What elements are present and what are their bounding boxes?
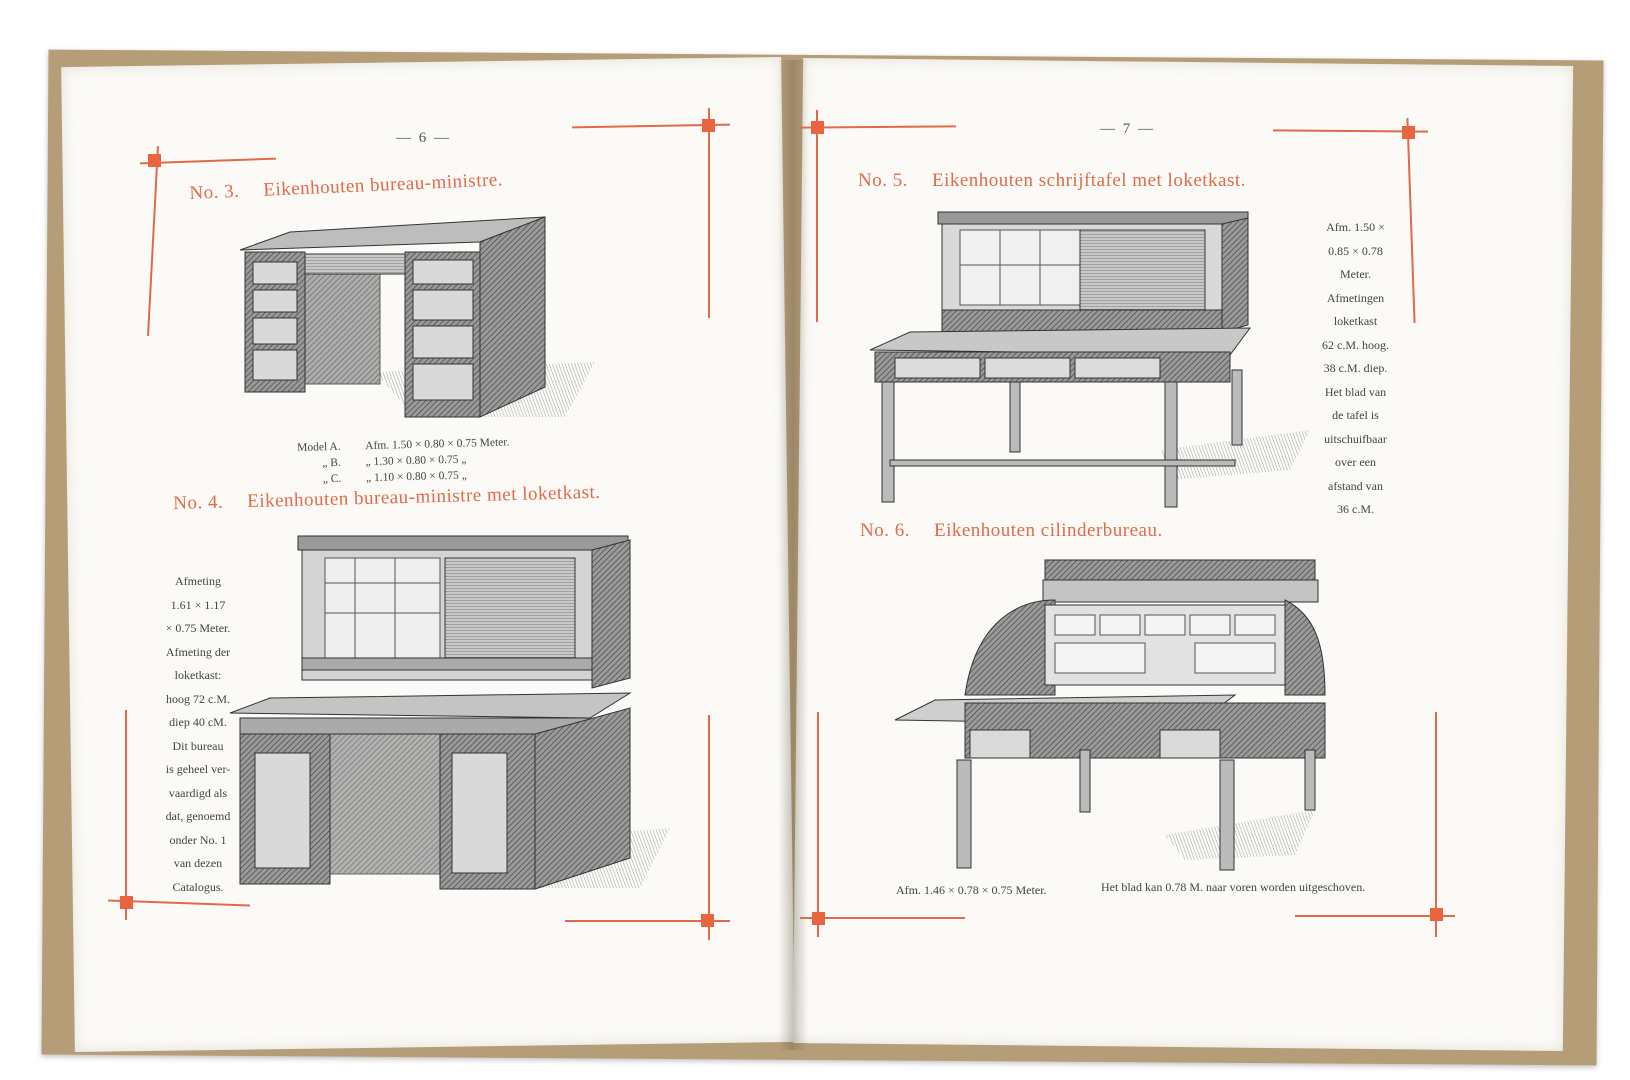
- description-line: is geheel ver-: [165, 762, 231, 776]
- item-4-number: No. 4.: [173, 491, 224, 514]
- dims-model: „ B.: [322, 456, 342, 470]
- item-6-heading: [860, 520, 1163, 542]
- description-line: 0.85 × 0.78: [1328, 243, 1383, 258]
- item-6-dimensions: Afm. 1.46 × 0.78 × 0.75 Meter.: [896, 883, 1047, 897]
- description-line: Afmeting: [175, 574, 221, 588]
- item-6-number: No. 6.: [860, 520, 910, 541]
- item-4-title: Eikenhouten bureau-ministre met loketkast.: [246, 481, 601, 513]
- corner-ornament-square: [120, 896, 133, 909]
- item-3-number: No. 3.: [189, 180, 240, 204]
- corner-ornament-square: [1430, 908, 1443, 921]
- corner-ornament-line: [817, 712, 819, 937]
- dims-size: Afm. 1.50 × 0.80 × 0.75 Meter.: [365, 436, 510, 453]
- item-3-dimensions: [297, 434, 510, 488]
- description-line: Catalogus.: [172, 879, 224, 894]
- page-number-right: — 7 —: [1100, 121, 1155, 137]
- description-line: 1.61 × 1.17: [170, 597, 226, 612]
- description-line: loketkast:: [174, 668, 222, 682]
- corner-ornament-square: [812, 912, 825, 925]
- dims-size: „ 1.30 × 0.80 × 0.75 „: [365, 453, 467, 469]
- description-line: Afmetingen: [1326, 290, 1385, 305]
- description-line: 62 c.M. hoog.: [1322, 337, 1389, 352]
- description-line: × 0.75 Meter.: [165, 621, 231, 635]
- item-6-note: Het blad kan 0.78 M. naar voren worden uitgeschoven.: [1101, 880, 1366, 894]
- item-5-number: No. 5.: [858, 170, 908, 191]
- description-line: loketkast: [1333, 314, 1378, 328]
- book-gutter: [778, 60, 808, 1050]
- description-line: Meter.: [1340, 267, 1371, 281]
- dims-size: „ 1.10 × 0.80 × 0.75 „: [365, 469, 467, 485]
- description-line: hoog 72 c.M.: [166, 691, 230, 706]
- corner-ornament-line: [1435, 712, 1437, 937]
- item-6-title: Eikenhouten cilinderbureau.: [933, 520, 1163, 541]
- corner-ornament-square: [1402, 126, 1415, 139]
- description-line: 38 c.M. diep.: [1323, 361, 1388, 375]
- cilinderbureau-engraving: [895, 555, 1335, 875]
- item-5-title: Eikenhouten schrijftafel met loketkast.: [931, 170, 1246, 191]
- schrijftafel-met-loketkast-engraving: [870, 210, 1310, 510]
- corner-ornament-line: [816, 110, 818, 322]
- description-line: Afm. 1.50 ×: [1326, 220, 1385, 234]
- corner-ornament-square: [701, 914, 714, 927]
- description-line: Afmeting der: [165, 644, 231, 659]
- dims-model: „ C.: [322, 472, 342, 486]
- description-line: 36 c.M.: [1337, 502, 1374, 516]
- description-line: dat, genoemd: [165, 809, 231, 823]
- description-line: uitschuifbaar: [1324, 431, 1387, 446]
- description-line: over een: [1335, 455, 1376, 469]
- description-line: diep 40 cM.: [169, 715, 227, 729]
- description-line: afstand van: [1328, 478, 1383, 493]
- description-line: van dezen: [173, 856, 223, 870]
- dims-model: Model A.: [297, 440, 341, 454]
- corner-ornament-line: [125, 710, 127, 920]
- item-5-heading: [858, 170, 1246, 192]
- description-line: vaardigd als: [168, 785, 228, 800]
- description-line: de tafel is: [1332, 408, 1379, 422]
- corner-ornament-line: [708, 715, 710, 940]
- item-5-description: [1308, 216, 1403, 522]
- corner-ornament-square: [811, 121, 824, 134]
- description-line: Het blad van: [1324, 384, 1387, 399]
- page-number-left: — 6 —: [396, 130, 451, 146]
- bureau-ministre-engraving: [235, 212, 605, 427]
- corner-ornament-square: [148, 154, 161, 167]
- corner-ornament-line: [708, 108, 710, 318]
- bureau-ministre-met-loketkast-engraving: [230, 528, 675, 898]
- item-3-title: Eikenhouten bureau-ministre.: [262, 169, 504, 201]
- description-line: Dit bureau: [172, 738, 224, 753]
- description-line: onder No. 1: [169, 832, 227, 847]
- corner-ornament-square: [702, 119, 715, 132]
